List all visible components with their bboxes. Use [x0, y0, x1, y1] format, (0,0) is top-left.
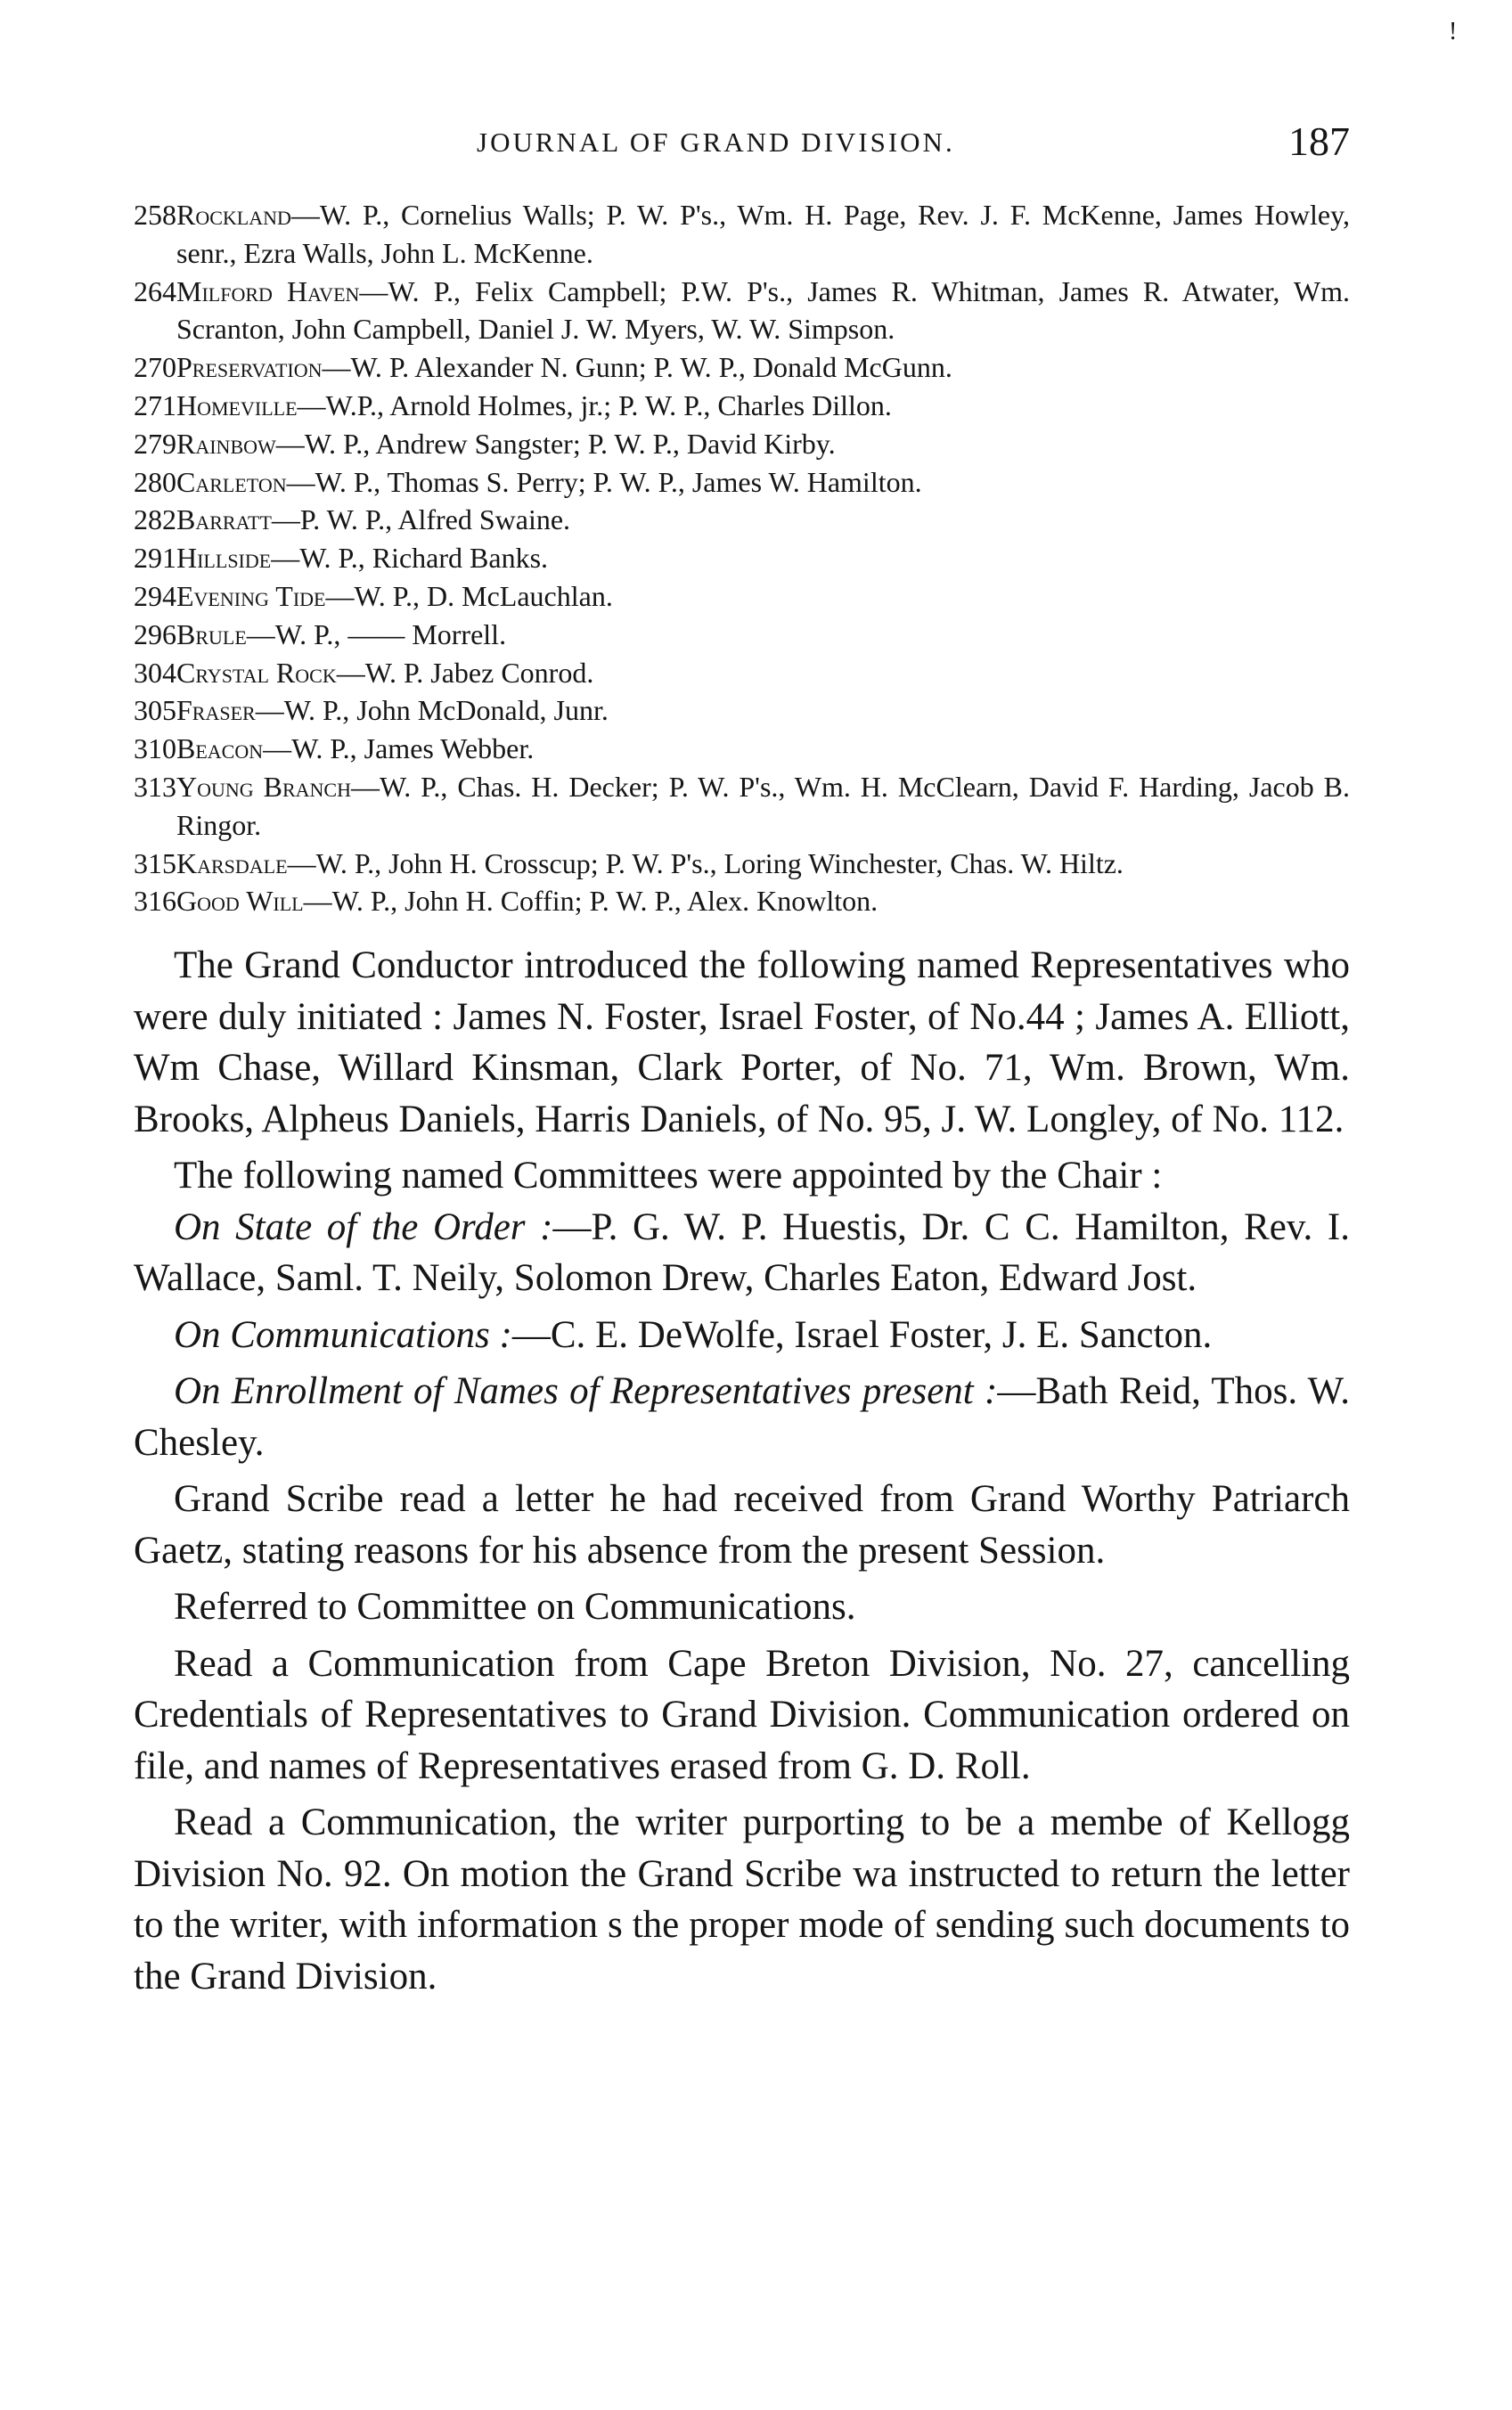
division-officers: —W. P., Richard Banks. — [271, 542, 549, 575]
roster-entry — [134, 654, 1350, 692]
division-number: 315 — [134, 846, 176, 879]
roster-entry — [134, 577, 1350, 616]
division-name: Young Branch — [176, 770, 351, 803]
division-officers: —W.P., Arnold Holmes, jr.; P. W. P., Charles Dillon. — [297, 388, 892, 421]
division-number: 271 — [134, 388, 176, 421]
division-number: 305 — [134, 694, 176, 727]
roster-entry — [134, 463, 1350, 502]
roster-entry — [134, 539, 1350, 577]
division-number: 270 — [134, 351, 176, 384]
division-name: Preservation — [176, 351, 323, 384]
paragraph-kellogg: Read a Communication, the writer purporting to be a membe of Kellogg Division No. 92. On motion the Grand Scribe wa instructed to return the letter to the writer, with information s the proper mode of sending such documents to the Grand Division. — [134, 1801, 1350, 1997]
division-name: Homeville — [176, 388, 298, 421]
division-name: Karsdale — [176, 846, 288, 879]
division-number: 264 — [134, 274, 176, 307]
committee-members: —P. G. W. P. Huestis, Dr. C C. Hamilton, Rev. I. Wallace, Saml. T. Neily, Solomon Drew, Charles Eaton, Edward Jost. — [134, 1205, 1350, 1299]
page-number: 187 — [1288, 118, 1350, 164]
division-name: Hillside — [176, 542, 272, 575]
committee-members: —C. E. DeWolfe, Israel Foster, J. E. Sancton. — [511, 1313, 1213, 1356]
division-number: 316 — [134, 885, 176, 918]
roster-entry — [134, 348, 1350, 387]
roster-entry — [134, 387, 1350, 425]
division-name: Evening Tide — [176, 579, 326, 612]
roster-entry — [134, 501, 1350, 539]
roster-entry — [134, 273, 1350, 349]
roster-entry — [134, 425, 1350, 463]
roster-entry — [134, 882, 1350, 920]
division-officers: —P. W. P., Alfred Swaine. — [271, 503, 571, 536]
division-name: Good Will — [176, 885, 304, 918]
division-number: 296 — [134, 617, 176, 650]
division-number: 280 — [134, 465, 176, 498]
paragraph-letter: Grand Scribe read a letter he had received from Grand Worthy Patriarch Gaetz, stating reasons for his absence from the present Session. — [134, 1478, 1350, 1572]
division-officers: —W. P. Alexander N. Gunn; P. W. P., Donald McGunn. — [322, 351, 952, 384]
committee-label: On Communications : — [174, 1313, 512, 1356]
division-number: 279 — [134, 427, 176, 460]
minutes-body — [134, 940, 1350, 2002]
committee-label: On Enrollment of Names of Representatives present : — [174, 1370, 998, 1412]
division-officers: —W. P., John H. Crosscup; P. W. P's., Loring Winchester, Chas. W. Hiltz. — [287, 846, 1124, 879]
roster-entry — [134, 616, 1350, 654]
paragraph-initiations: The Grand Conductor introduced the following named Representatives who were duly initiated : James N. Foster, Israel Foster, of No.44 ; James A. Elliott, Wm Chase, Willard Kinsman, Clark Porter, of No. 71, Wm. Brown, Wm. Brooks, Alpheus Daniels, Harris Daniels, of No. 95, J. W. Longley, of No. 112. — [134, 944, 1350, 1140]
division-name: Milford Haven — [176, 274, 360, 307]
paragraph-committees: The following named Committees were appointed by the Chair : — [174, 1155, 1163, 1197]
running-title: JOURNAL OF GRAND DIVISION. — [477, 127, 955, 158]
division-name: Beacon — [176, 732, 264, 765]
committee-label: On State of the Order : — [174, 1205, 553, 1248]
division-officers: —W. P., Andrew Sangster; P. W. P., David Kirby. — [275, 427, 836, 460]
division-name: Barratt — [176, 503, 272, 536]
division-number: 291 — [134, 542, 176, 575]
division-number: 258 — [134, 199, 176, 231]
paragraph-committee-state — [134, 1202, 1350, 1304]
division-name: Fraser — [176, 694, 256, 727]
division-number: 313 — [134, 770, 176, 803]
paragraph-cape-breton: Read a Communication from Cape Breton Division, No. 27, cancelling Credentials of Representatives to Grand Division. Communication ordered on file, and names of Representatives erased from G. D. Roll. — [134, 1642, 1350, 1787]
roster-entry — [134, 845, 1350, 883]
division-officers: —W. P., Chas. H. Decker; P. W. P's., Wm. H. McClearn, David F. Harding, Jacob B. Ringor. — [176, 770, 1351, 841]
division-number: 310 — [134, 732, 176, 765]
division-officers: —W. P., Cornelius Walls; P. W. P's., Wm. H. Page, Rev. J. F. McKenne, James Howley, senr., Ezra Walls, John L. McKenne. — [176, 199, 1350, 269]
division-name: Crystal Rock — [176, 656, 337, 689]
paragraph-referred: Referred to Committee on Communications. — [174, 1586, 856, 1628]
paragraph-committee-communications — [134, 1310, 1350, 1361]
division-officers: —W. P., John H. Coffin; P. W. P., Alex. Knowlton. — [303, 885, 879, 918]
roster-entry — [134, 196, 1350, 273]
division-number: 304 — [134, 656, 176, 689]
division-name: Rockland — [176, 199, 291, 231]
division-number: 294 — [134, 579, 176, 612]
division-officers: —W. P., Thomas S. Perry; P. W. P., James W. Hamilton. — [286, 465, 922, 498]
roster-entry — [134, 691, 1350, 730]
division-officers: —W. P., James Webber. — [263, 732, 535, 765]
division-name: Carleton — [176, 465, 287, 498]
division-officers: —W. P. Jabez Conrod. — [336, 656, 594, 689]
division-officers: —W. P., John McDonald, Junr. — [255, 694, 609, 727]
division-officers: —W. P., —— Morrell. — [246, 617, 507, 650]
division-name: Rainbow — [176, 427, 276, 460]
roster-entry — [134, 768, 1350, 845]
division-name: Brule — [176, 617, 247, 650]
division-roster — [134, 196, 1350, 920]
committee-members: —Bath Reid, Thos. W. Chesley. — [134, 1370, 1350, 1464]
corner-mark: ! — [1449, 18, 1458, 45]
paragraph-committee-enrollment — [134, 1366, 1350, 1468]
division-number: 282 — [134, 503, 176, 536]
roster-entry — [134, 730, 1350, 768]
page-header — [151, 118, 1350, 171]
division-officers: —W. P., Felix Campbell; P.W. P's., James R. Whitman, James R. Atwater, Wm. Scranton, John Campbell, Daniel J. W. Myers, W. W. Simpson. — [176, 274, 1350, 346]
division-officers: —W. P., D. McLauchlan. — [325, 579, 613, 612]
